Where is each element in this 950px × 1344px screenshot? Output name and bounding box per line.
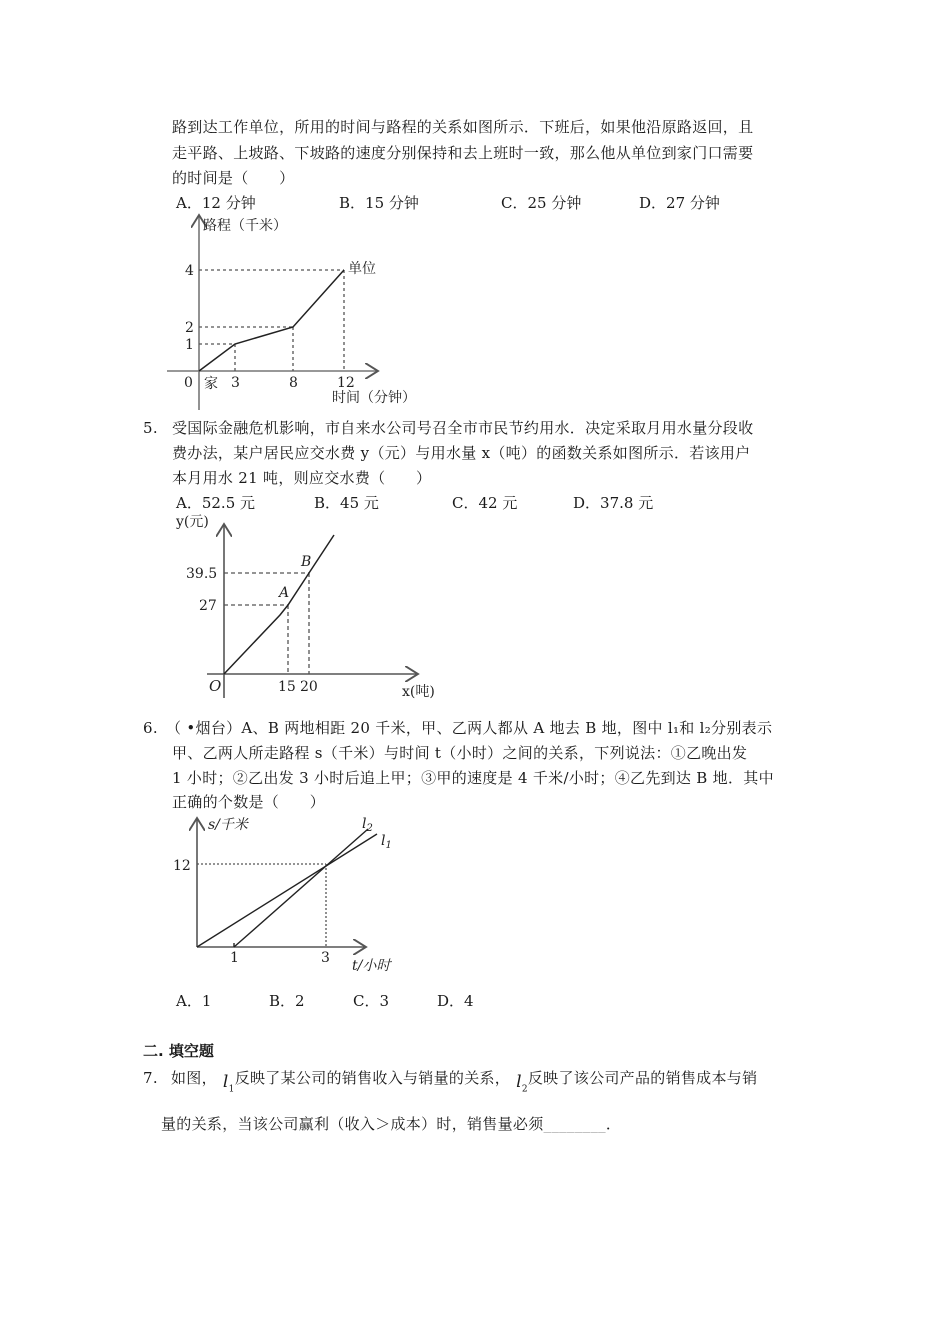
q7-line-1 (143, 1068, 757, 1095)
x-tick-3: 3 (321, 950, 330, 966)
x-tick-1: 1 (230, 950, 239, 966)
q6-line-3: 1 小时；②乙出发 3 小时后追上甲；③甲的速度是 4 千米/小时；④乙先到达 B 地．其中 (172, 769, 774, 787)
q5-option-c[interactable]: C．42 元 (452, 494, 518, 512)
answer-blank[interactable]: ________ (543, 1115, 606, 1133)
x-tick-3: 3 (231, 375, 240, 391)
q7-text-3: 反映了该公司产品的销售成本与销 (527, 1069, 758, 1087)
origin-label: O (209, 677, 222, 695)
y-tick-27: 27 (199, 598, 217, 614)
q4-option-a[interactable]: A．12 分钟 (176, 194, 256, 212)
q6-line-2: 甲、乙两人所走路程 s（千米）与时间 t（小时）之间的关系，下列说法：①乙晚出发 (172, 744, 748, 762)
q4-option-d[interactable]: D．27 分钟 (639, 194, 720, 212)
q4-option-b[interactable]: B．15 分钟 (339, 194, 419, 212)
x-tick-12: 12 (337, 375, 355, 391)
x-tick-8: 8 (289, 375, 298, 391)
x-axis-label: t/小时 (352, 958, 391, 974)
q7-number: 7. (143, 1069, 158, 1087)
q6-line-4: 正确的个数是（ ） (172, 793, 326, 811)
y-tick-39-5: 39.5 (186, 566, 218, 582)
q5-line-1: 受国际金融危机影响，市自来水公司号召全市市民节约用水．决定采取月用水量分段收 (172, 419, 754, 437)
q5-line-2: 费办法，某户居民应交水费 y（元）与用水量 x（吨）的函数关系如图所示．若该用户 (172, 444, 751, 462)
q4-option-c[interactable]: C．25 分钟 (501, 194, 582, 212)
l1-symbol: $l_1$ (222, 1072, 235, 1095)
q5-line-3: 本月用水 21 吨，则应交水费（ ） (172, 469, 432, 487)
q5-option-a[interactable]: A．52.5 元 (176, 494, 255, 512)
q5-number: 5. (143, 419, 158, 437)
l2-label: $l_2$ (362, 816, 373, 834)
q6-option-c[interactable]: C．3 (353, 992, 390, 1010)
home-label: 家 (204, 376, 218, 392)
workplace-label: 单位 (348, 261, 376, 277)
q5-option-b[interactable]: B．45 元 (314, 494, 379, 512)
line-l2 (234, 829, 368, 947)
x-axis-label: x(吨) (402, 684, 435, 700)
y-tick-12: 12 (173, 858, 191, 874)
y-tick-1: 1 (185, 337, 194, 353)
y-axis-label: 路程（千米） (203, 218, 287, 234)
q7-text-1: 如图， (171, 1069, 217, 1087)
x-tick-15: 15 (278, 679, 296, 695)
l2-symbol: $l_2$ (516, 1072, 528, 1095)
point-a-label: A (279, 585, 290, 601)
q7-text-4: 量的关系，当该公司赢利（收入＞成本）时，销售量必须 (161, 1115, 544, 1133)
y-axis-label: y(元) (176, 514, 209, 530)
q5-option-d[interactable]: D．37.8 元 (573, 494, 654, 512)
line-l1 (197, 834, 377, 947)
y-tick-2: 2 (185, 320, 194, 336)
y-axis-label: s/千米 (208, 817, 248, 833)
q6-number: 6. (143, 719, 158, 737)
q7-line-2: 量的关系，当该公司赢利（收入＞成本）时，销售量必须________． (161, 1115, 622, 1133)
q4-line-3: 的时间是（ ） (172, 169, 295, 187)
point-b-label: B (301, 554, 312, 570)
q7-text-2: 反映了某公司的销售收入与销量的关系， (234, 1069, 511, 1087)
q6-line-1: （ •烟台）A、B 两地相距 20 千米，甲、乙两人都从 A 地去 B 地，图中 l₁和 l₂分别表示 (166, 719, 773, 737)
q6-option-b[interactable]: B．2 (269, 992, 305, 1010)
x-tick-20: 20 (300, 679, 318, 695)
x-axis-label: 时间（分钟） (332, 390, 416, 406)
q4-line-2: 走平路、上坡路、下坡路的速度分别保持和去上班时一致，那么他从单位到家门口需要 (172, 144, 754, 162)
q6-option-d[interactable]: D．4 (437, 992, 474, 1010)
origin-label: 0 (184, 375, 193, 391)
y-tick-4: 4 (185, 263, 194, 279)
section-heading-fill-in: 二. 填空题 (143, 1042, 214, 1060)
q6-option-a[interactable]: A．1 (176, 992, 212, 1010)
l1-label: $l_1$ (381, 833, 392, 851)
q4-line-1: 路到达工作单位，所用的时间与路程的关系如图所示．下班后，如果他沿原路返回，且 (172, 118, 754, 136)
